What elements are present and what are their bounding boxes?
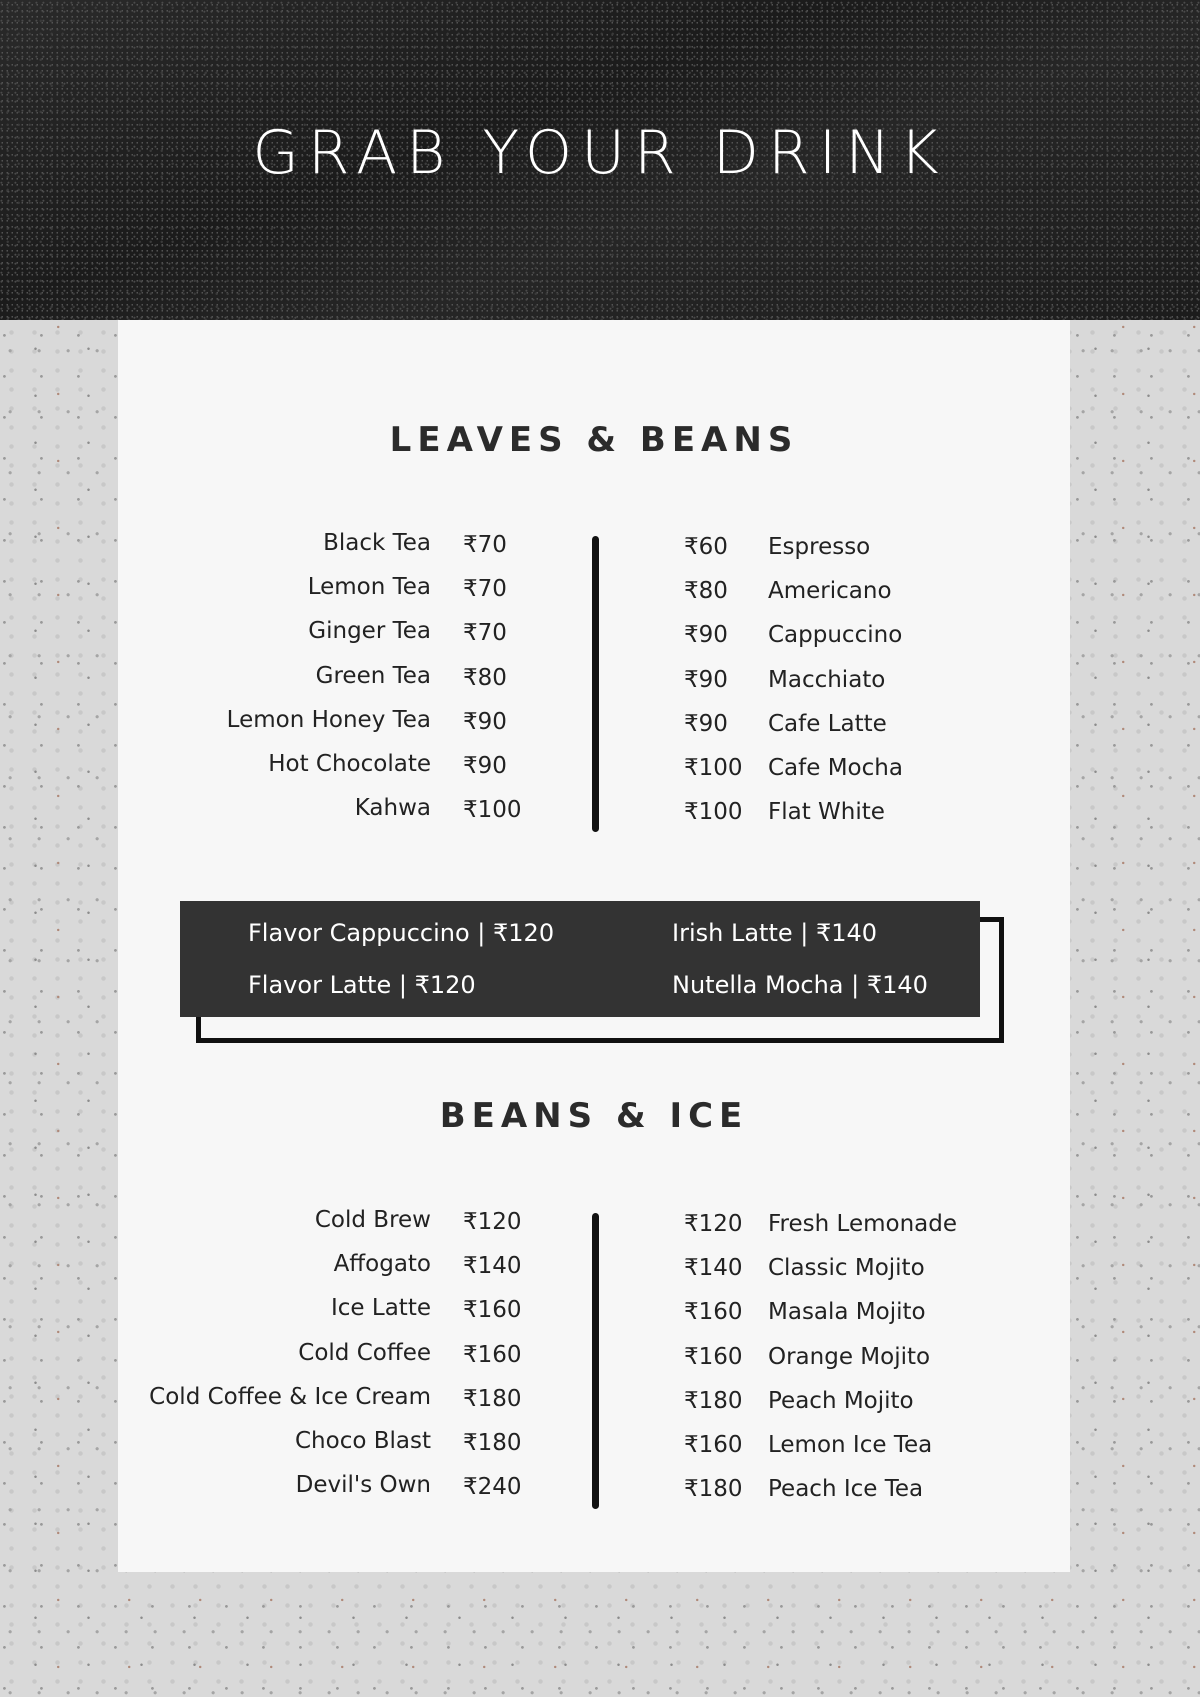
list-item — [684, 1386, 1014, 1430]
item-name: Masala Mojito — [768, 1299, 926, 1326]
item-price: ₹160 — [463, 1297, 522, 1324]
list-item — [684, 620, 1014, 664]
item-name: Black Tea — [323, 530, 431, 556]
item-name: Kahwa — [354, 795, 431, 822]
item-price: ₹180 — [463, 1429, 522, 1456]
item-name: Cafe Latte — [768, 710, 887, 737]
item-price: ₹160 — [684, 1431, 743, 1458]
item-name: Orange Mojito — [768, 1343, 931, 1370]
list-item — [100, 795, 582, 839]
item-name: Cold Coffee — [298, 1339, 431, 1366]
column-divider — [592, 1213, 599, 1509]
item-price: ₹180 — [463, 1385, 522, 1412]
item-name: Lemon Tea — [307, 574, 431, 601]
specials-box — [180, 901, 980, 1017]
item-name: Classic Mojito — [768, 1255, 925, 1282]
special-item: Flavor Latte | ₹120 — [248, 971, 476, 999]
item-name: Macchiato — [768, 666, 886, 693]
item-price: ₹90 — [463, 752, 507, 779]
list-item — [684, 753, 1014, 797]
list-item — [100, 530, 582, 574]
list-item — [100, 663, 582, 707]
item-name: Fresh Lemonade — [768, 1211, 957, 1237]
item-name: Hot Chocolate — [268, 750, 431, 777]
item-name: Cold Coffee & Ice Cream — [149, 1383, 431, 1410]
section-title-leaves-beans: LEAVES & BEANS — [389, 420, 799, 460]
list-item — [100, 574, 582, 618]
list-item — [100, 751, 582, 795]
item-price: ₹70 — [463, 576, 507, 603]
list-item — [684, 1342, 1014, 1386]
item-price: ₹160 — [684, 1299, 743, 1326]
list-item — [684, 1474, 1014, 1518]
item-price: ₹70 — [463, 620, 507, 647]
item-name: Ginger Tea — [308, 618, 431, 645]
item-price: ₹90 — [684, 710, 728, 737]
item-name: Lemon Honey Tea — [226, 706, 431, 733]
list-item — [100, 1472, 582, 1516]
list-item — [100, 618, 582, 662]
special-item: Flavor Cappuccino | ₹120 — [248, 919, 555, 947]
list-item — [684, 576, 1014, 620]
item-name: Americano — [768, 578, 892, 605]
item-name: Choco Blast — [294, 1427, 431, 1454]
item-name: Devil's Own — [295, 1472, 431, 1499]
list-item — [684, 1209, 1014, 1253]
column-divider — [592, 536, 599, 832]
item-price: ₹90 — [684, 622, 728, 649]
item-price: ₹90 — [463, 708, 507, 735]
item-price: ₹100 — [684, 799, 743, 826]
item-price: ₹100 — [684, 754, 743, 781]
list-item — [684, 665, 1014, 709]
item-price: ₹80 — [684, 578, 728, 605]
special-item: Irish Latte | ₹140 — [672, 919, 878, 947]
special-item: Nutella Mocha | ₹140 — [672, 971, 928, 999]
header-banner — [0, 0, 1200, 320]
list-item — [100, 707, 582, 751]
section-title-beans-ice: BEANS & ICE — [439, 1096, 749, 1136]
list-item — [100, 1428, 582, 1472]
item-price: ₹120 — [684, 1211, 743, 1237]
list-item — [684, 1297, 1014, 1341]
item-price: ₹180 — [684, 1387, 743, 1414]
list-item — [684, 532, 1014, 576]
item-price: ₹160 — [463, 1341, 522, 1368]
list-item — [100, 1295, 582, 1339]
item-name: Flat White — [768, 799, 885, 826]
list-item — [684, 709, 1014, 753]
item-name: Ice Latte — [331, 1295, 431, 1322]
list-item — [684, 1253, 1014, 1297]
leaves-beans-right-list — [684, 532, 1014, 841]
list-item — [100, 1251, 582, 1295]
item-price: ₹90 — [684, 666, 728, 693]
leaves-beans-left-list — [100, 530, 582, 839]
item-name: Espresso — [768, 534, 871, 560]
item-price: ₹180 — [684, 1476, 743, 1503]
item-name: Cappuccino — [768, 622, 903, 649]
item-price: ₹100 — [463, 797, 522, 824]
item-name: Cafe Mocha — [768, 754, 903, 781]
list-item — [100, 1207, 582, 1251]
item-price: ₹140 — [463, 1253, 522, 1280]
item-price: ₹80 — [463, 664, 507, 691]
list-item — [684, 1430, 1014, 1474]
list-item — [100, 1340, 582, 1384]
item-price: ₹60 — [684, 534, 728, 560]
item-name: Cold Brew — [314, 1207, 431, 1233]
item-price: ₹160 — [684, 1343, 743, 1370]
list-item — [684, 797, 1014, 841]
beans-ice-right-list — [684, 1209, 1014, 1518]
item-price: ₹70 — [463, 532, 507, 558]
item-name: Lemon Ice Tea — [768, 1431, 933, 1458]
item-price: ₹240 — [463, 1474, 522, 1501]
beans-ice-left-list — [100, 1207, 582, 1516]
item-name: Green Tea — [315, 662, 431, 689]
item-price: ₹140 — [684, 1255, 743, 1282]
item-name: Peach Ice Tea — [768, 1476, 924, 1503]
menu-title: GRAB YOUR DRINK — [252, 118, 948, 188]
item-name: Affogato — [333, 1251, 431, 1278]
item-price: ₹120 — [463, 1209, 522, 1235]
list-item — [100, 1384, 582, 1428]
item-name: Peach Mojito — [768, 1387, 914, 1414]
